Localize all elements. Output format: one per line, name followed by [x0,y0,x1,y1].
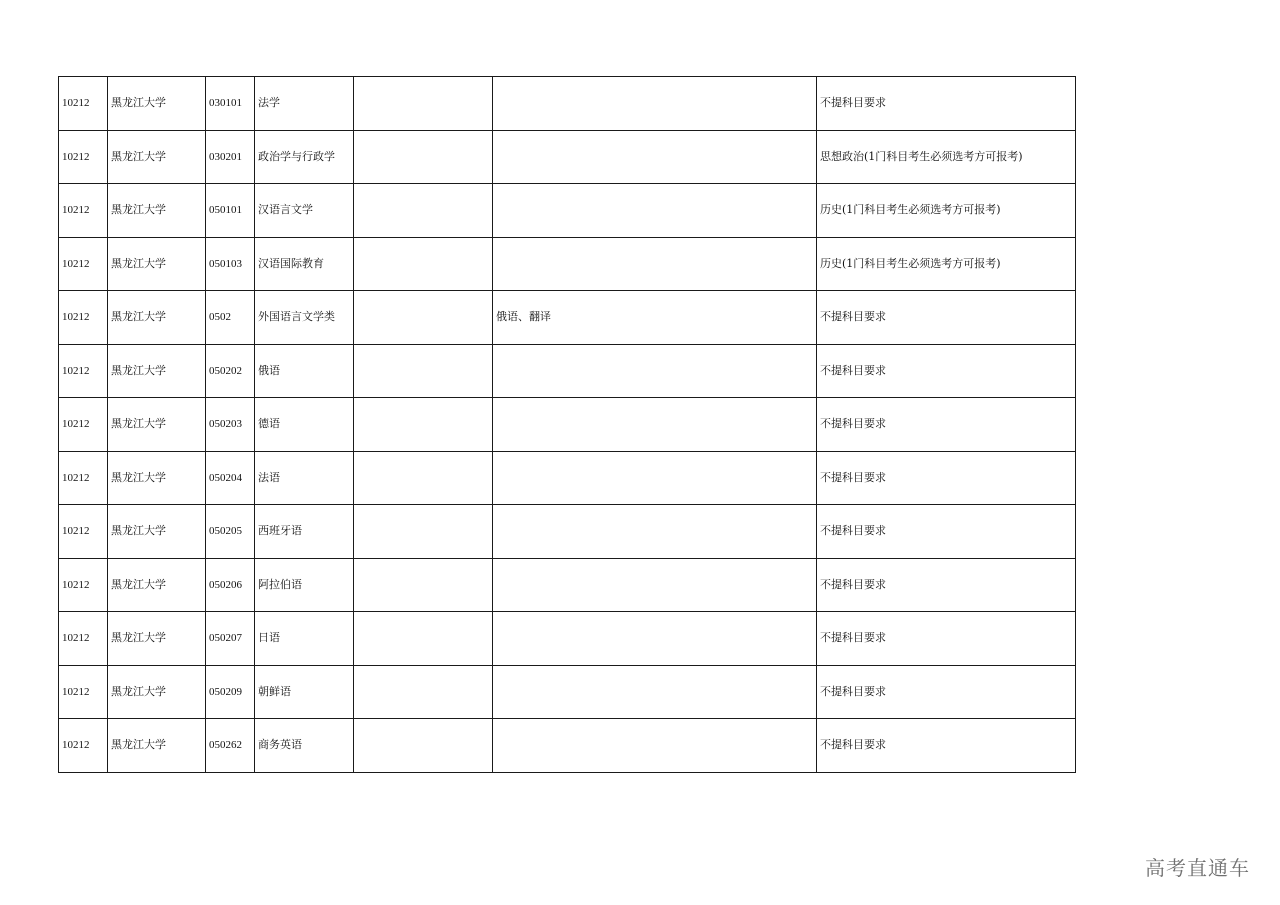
blank-cell [354,719,493,773]
major-code-cell: 030201 [206,130,255,184]
school-name-cell: 黑龙江大学 [108,77,206,131]
major-code-cell: 0502 [206,291,255,345]
school-code-cell: 10212 [59,505,108,559]
school-code-cell: 10212 [59,130,108,184]
included-majors-cell [493,77,817,131]
blank-cell [354,665,493,719]
major-name-cell: 阿拉伯语 [255,558,354,612]
school-name-cell: 黑龙江大学 [108,184,206,238]
included-majors-cell [493,665,817,719]
subject-requirement-cell: 不提科目要求 [817,291,1076,345]
blank-cell [354,558,493,612]
school-name-cell: 黑龙江大学 [108,612,206,666]
subject-requirement-cell: 不提科目要求 [817,612,1076,666]
school-name-cell: 黑龙江大学 [108,344,206,398]
blank-cell [354,344,493,398]
table-row [59,77,1076,131]
school-code-cell: 10212 [59,451,108,505]
school-name-cell: 黑龙江大学 [108,505,206,559]
subject-requirement-cell: 历史(1门科目考生必须选考方可报考) [817,184,1076,238]
table-row [59,398,1076,452]
table-row [59,719,1076,773]
major-name-cell: 德语 [255,398,354,452]
major-name-cell: 日语 [255,612,354,666]
table-row [59,344,1076,398]
major-name-cell: 汉语言文学 [255,184,354,238]
major-name-cell: 朝鲜语 [255,665,354,719]
major-requirements-table [58,76,1076,773]
major-code-cell: 050202 [206,344,255,398]
included-majors-cell [493,558,817,612]
school-code-cell: 10212 [59,719,108,773]
included-majors-cell [493,612,817,666]
school-name-cell: 黑龙江大学 [108,665,206,719]
included-majors-cell [493,237,817,291]
school-code-cell: 10212 [59,398,108,452]
major-code-cell: 050209 [206,665,255,719]
major-code-cell: 050103 [206,237,255,291]
school-name-cell: 黑龙江大学 [108,237,206,291]
school-name-cell: 黑龙江大学 [108,451,206,505]
table-row [59,184,1076,238]
school-code-cell: 10212 [59,77,108,131]
table-row [59,612,1076,666]
table-body [59,77,1076,773]
subject-requirement-cell: 历史(1门科目考生必须选考方可报考) [817,237,1076,291]
subject-requirement-cell: 不提科目要求 [817,505,1076,559]
blank-cell [354,451,493,505]
blank-cell [354,505,493,559]
major-code-cell: 050207 [206,612,255,666]
major-name-cell: 俄语 [255,344,354,398]
major-code-cell: 050203 [206,398,255,452]
school-name-cell: 黑龙江大学 [108,291,206,345]
school-name-cell: 黑龙江大学 [108,558,206,612]
school-code-cell: 10212 [59,665,108,719]
blank-cell [354,398,493,452]
table-row [59,130,1076,184]
included-majors-cell [493,505,817,559]
school-name-cell: 黑龙江大学 [108,398,206,452]
major-code-cell: 050101 [206,184,255,238]
major-name-cell: 外国语言文学类 [255,291,354,345]
school-code-cell: 10212 [59,612,108,666]
subject-requirement-cell: 思想政治(1门科目考生必须选考方可报考) [817,130,1076,184]
school-code-cell: 10212 [59,237,108,291]
major-name-cell: 汉语国际教育 [255,237,354,291]
blank-cell [354,237,493,291]
table-row [59,665,1076,719]
school-code-cell: 10212 [59,344,108,398]
table-row [59,291,1076,345]
school-name-cell: 黑龙江大学 [108,130,206,184]
blank-cell [354,130,493,184]
watermark-text: 高考直通车 [1145,856,1250,880]
major-code-cell: 030101 [206,77,255,131]
school-code-cell: 10212 [59,558,108,612]
major-name-cell: 西班牙语 [255,505,354,559]
subject-requirement-cell: 不提科目要求 [817,451,1076,505]
subject-requirement-cell: 不提科目要求 [817,398,1076,452]
included-majors-cell [493,130,817,184]
blank-cell [354,184,493,238]
subject-requirement-cell: 不提科目要求 [817,719,1076,773]
major-code-cell: 050205 [206,505,255,559]
major-code-cell: 050204 [206,451,255,505]
school-code-cell: 10212 [59,184,108,238]
major-name-cell: 法语 [255,451,354,505]
school-name-cell: 黑龙江大学 [108,719,206,773]
blank-cell [354,291,493,345]
subject-requirement-cell: 不提科目要求 [817,558,1076,612]
included-majors-cell [493,344,817,398]
table-row [59,237,1076,291]
subject-requirement-cell: 不提科目要求 [817,344,1076,398]
included-majors-cell [493,451,817,505]
subject-requirement-cell: 不提科目要求 [817,77,1076,131]
included-majors-cell [493,398,817,452]
major-name-cell: 政治学与行政学 [255,130,354,184]
blank-cell [354,612,493,666]
included-majors-cell [493,719,817,773]
blank-cell [354,77,493,131]
major-name-cell: 法学 [255,77,354,131]
major-code-cell: 050262 [206,719,255,773]
included-majors-cell [493,184,817,238]
subject-requirement-cell: 不提科目要求 [817,665,1076,719]
table-row [59,505,1076,559]
major-name-cell: 商务英语 [255,719,354,773]
major-code-cell: 050206 [206,558,255,612]
table-row [59,451,1076,505]
table-row [59,558,1076,612]
included-majors-cell: 俄语、翻译 [493,291,817,345]
school-code-cell: 10212 [59,291,108,345]
